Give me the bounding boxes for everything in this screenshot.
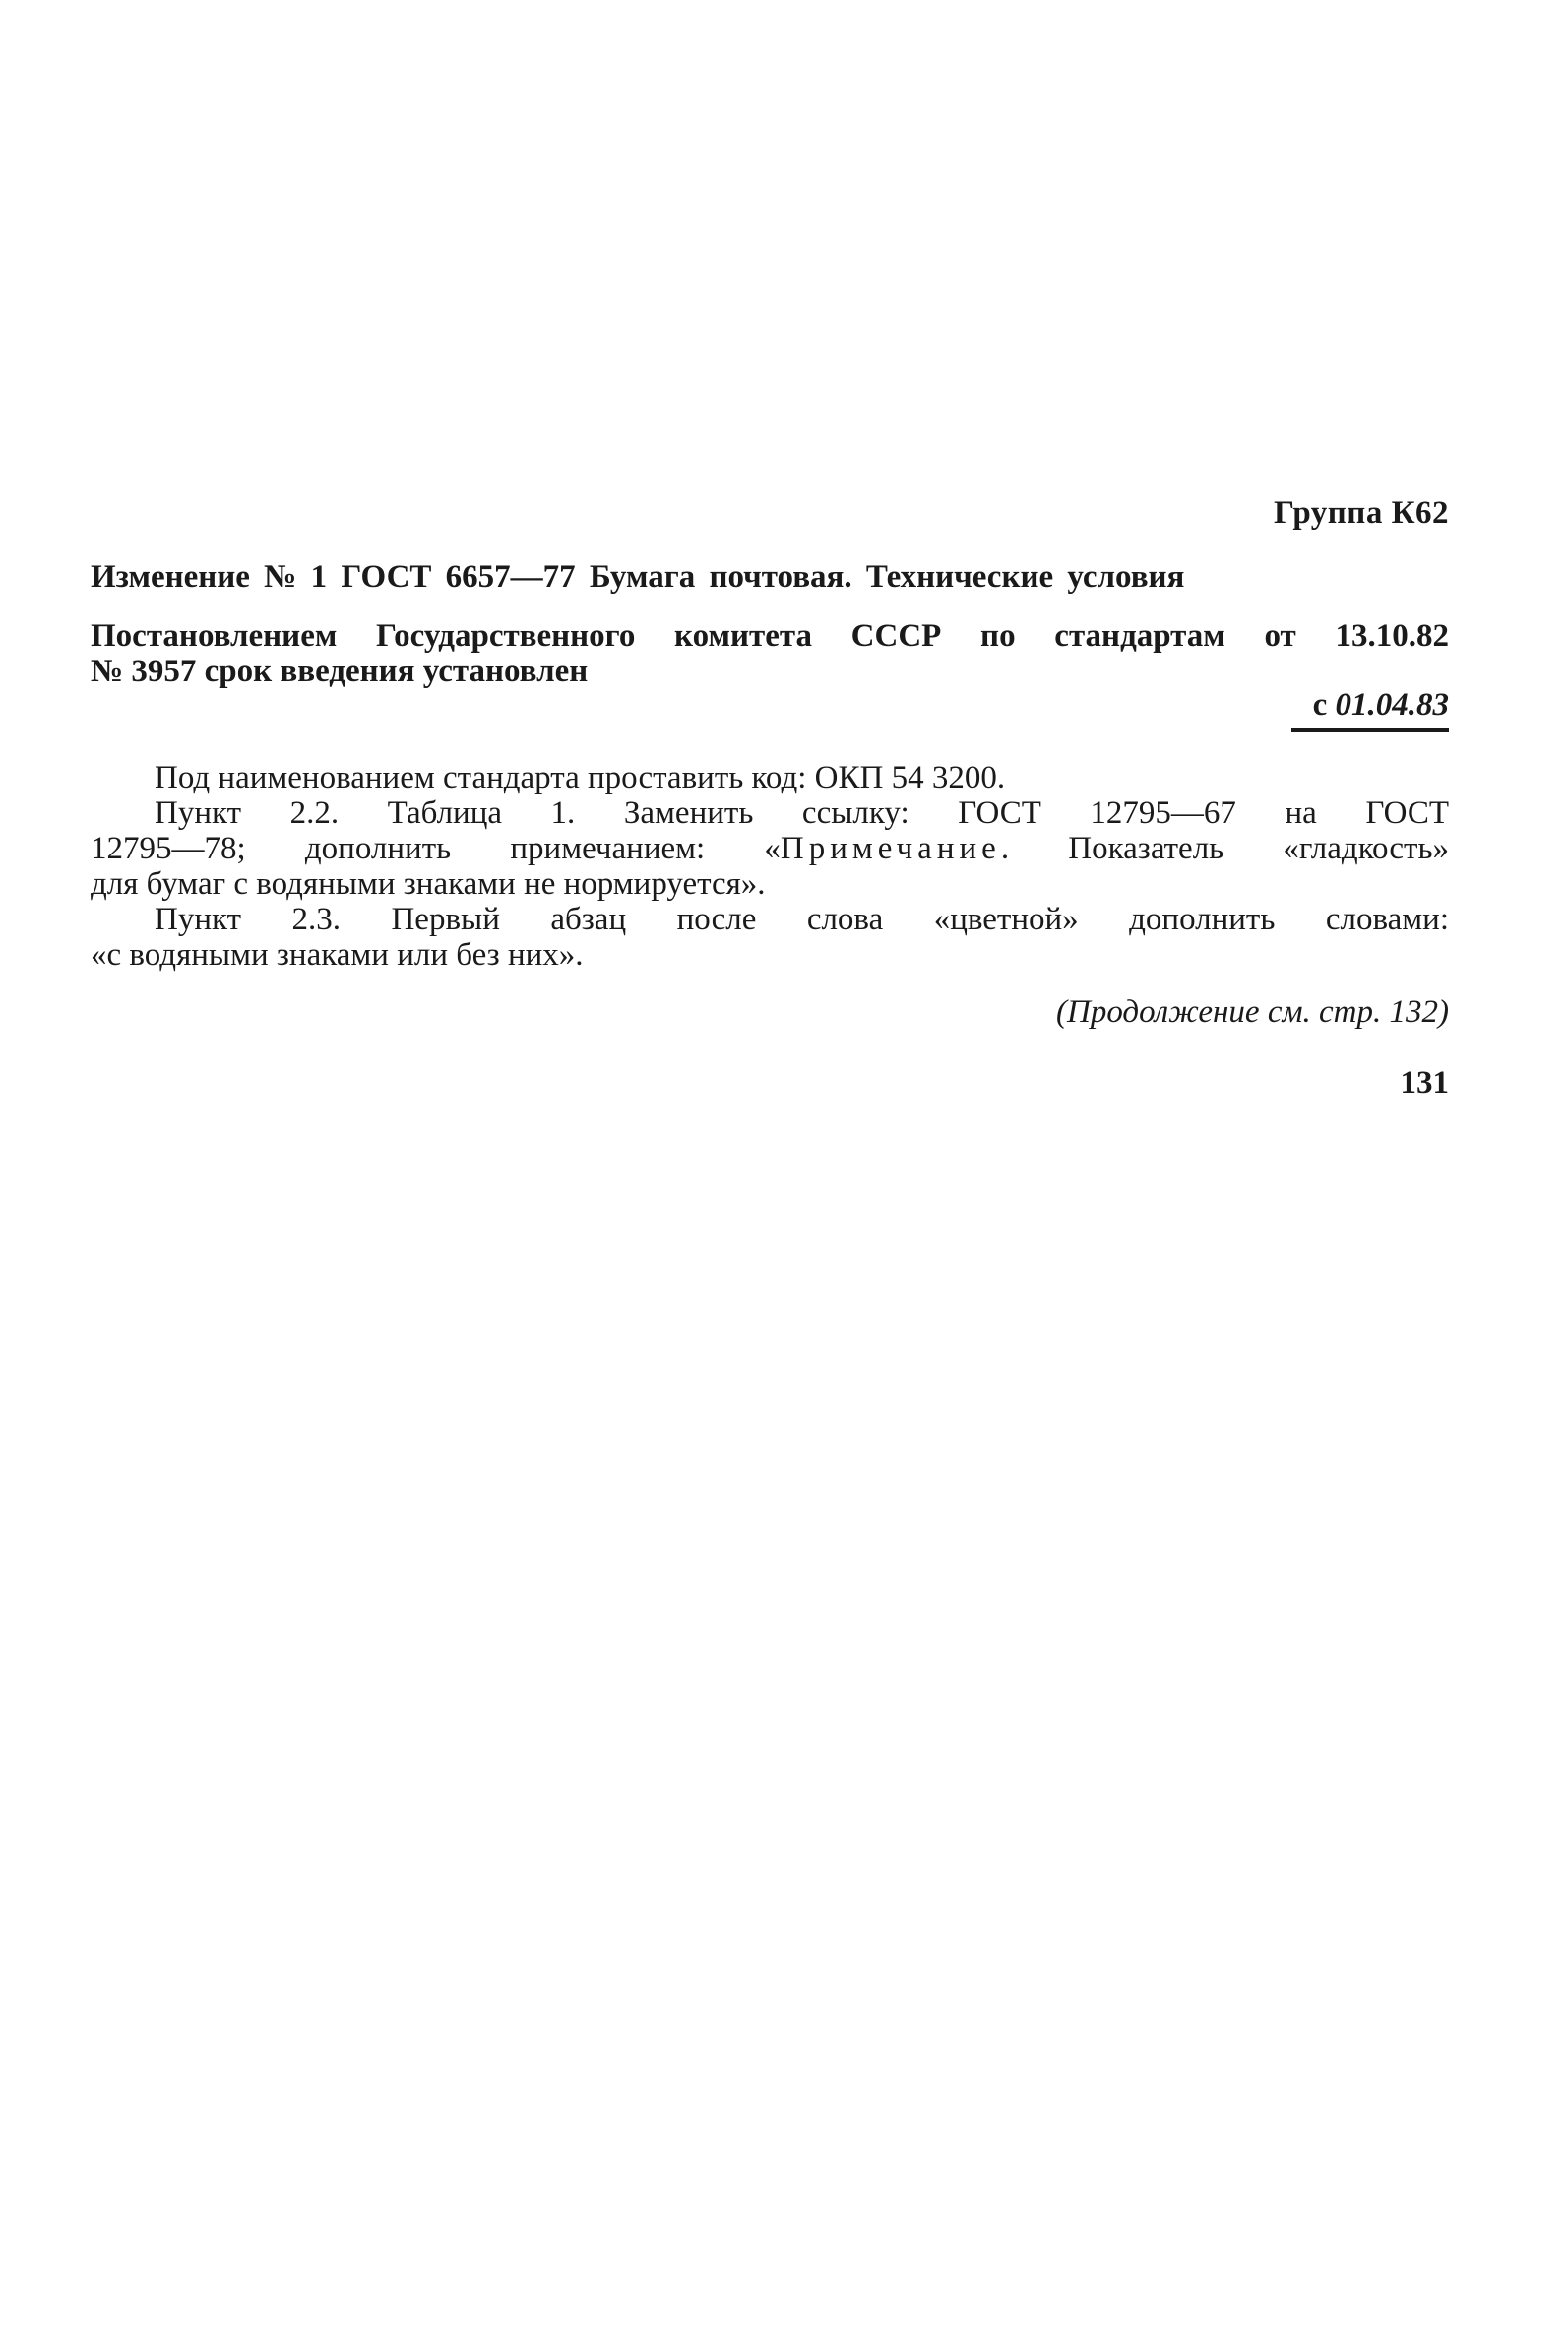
group-code: Группа К62 (1273, 495, 1449, 531)
paragraph-item-2-3-line-2: «с водяными знаками или без них». (91, 937, 584, 973)
decree-line-1: Постановлением Государственного комитета СССР по стандартам от 13.10.82 (91, 618, 1449, 654)
page-number: 131 (1400, 1065, 1449, 1101)
paragraph-item-2-2-line-1: Пункт 2.2. Таблица 1. Заменить ссылку: ГОСТ 12795—67 на ГОСТ (155, 795, 1449, 831)
note-prefix: 12795—78; дополнить примечанием: « (91, 831, 781, 866)
effective-date-prefix: с (1312, 687, 1328, 723)
continuation-note: (Продолжение см. стр. 132) (1056, 994, 1449, 1030)
note-suffix: . Показатель «гладкость» (1000, 831, 1449, 866)
paragraph-okp-code: Под наименованием стандарта проставить код: ОКП 54 3200. (155, 760, 1006, 795)
amendment-title: Изменение № 1 ГОСТ 6657—77 Бумага почтовая. Технические условия (91, 559, 1185, 595)
decree-line-2: № 3957 срок введения установлен (91, 654, 589, 689)
note-word: Примечание (780, 831, 1001, 866)
paragraph-item-2-2-line-2 (91, 831, 1449, 866)
paragraph-item-2-2-line-3: для бумаг с водяными знаками не нормируется». (91, 866, 766, 902)
effective-date: 01.04.83 (1335, 687, 1449, 723)
document-page (91, 0, 1449, 2341)
effective-date-line (1313, 687, 1449, 724)
paragraph-item-2-3 (91, 902, 1449, 973)
effective-date-underline (1291, 728, 1449, 732)
decree-text (91, 618, 1449, 689)
paragraph-item-2-3-line-1: Пункт 2.3. Первый абзац после слова «цветной» дополнить словами: (155, 902, 1449, 937)
paragraph-item-2-2 (91, 795, 1449, 902)
amendment-body (91, 760, 1449, 973)
